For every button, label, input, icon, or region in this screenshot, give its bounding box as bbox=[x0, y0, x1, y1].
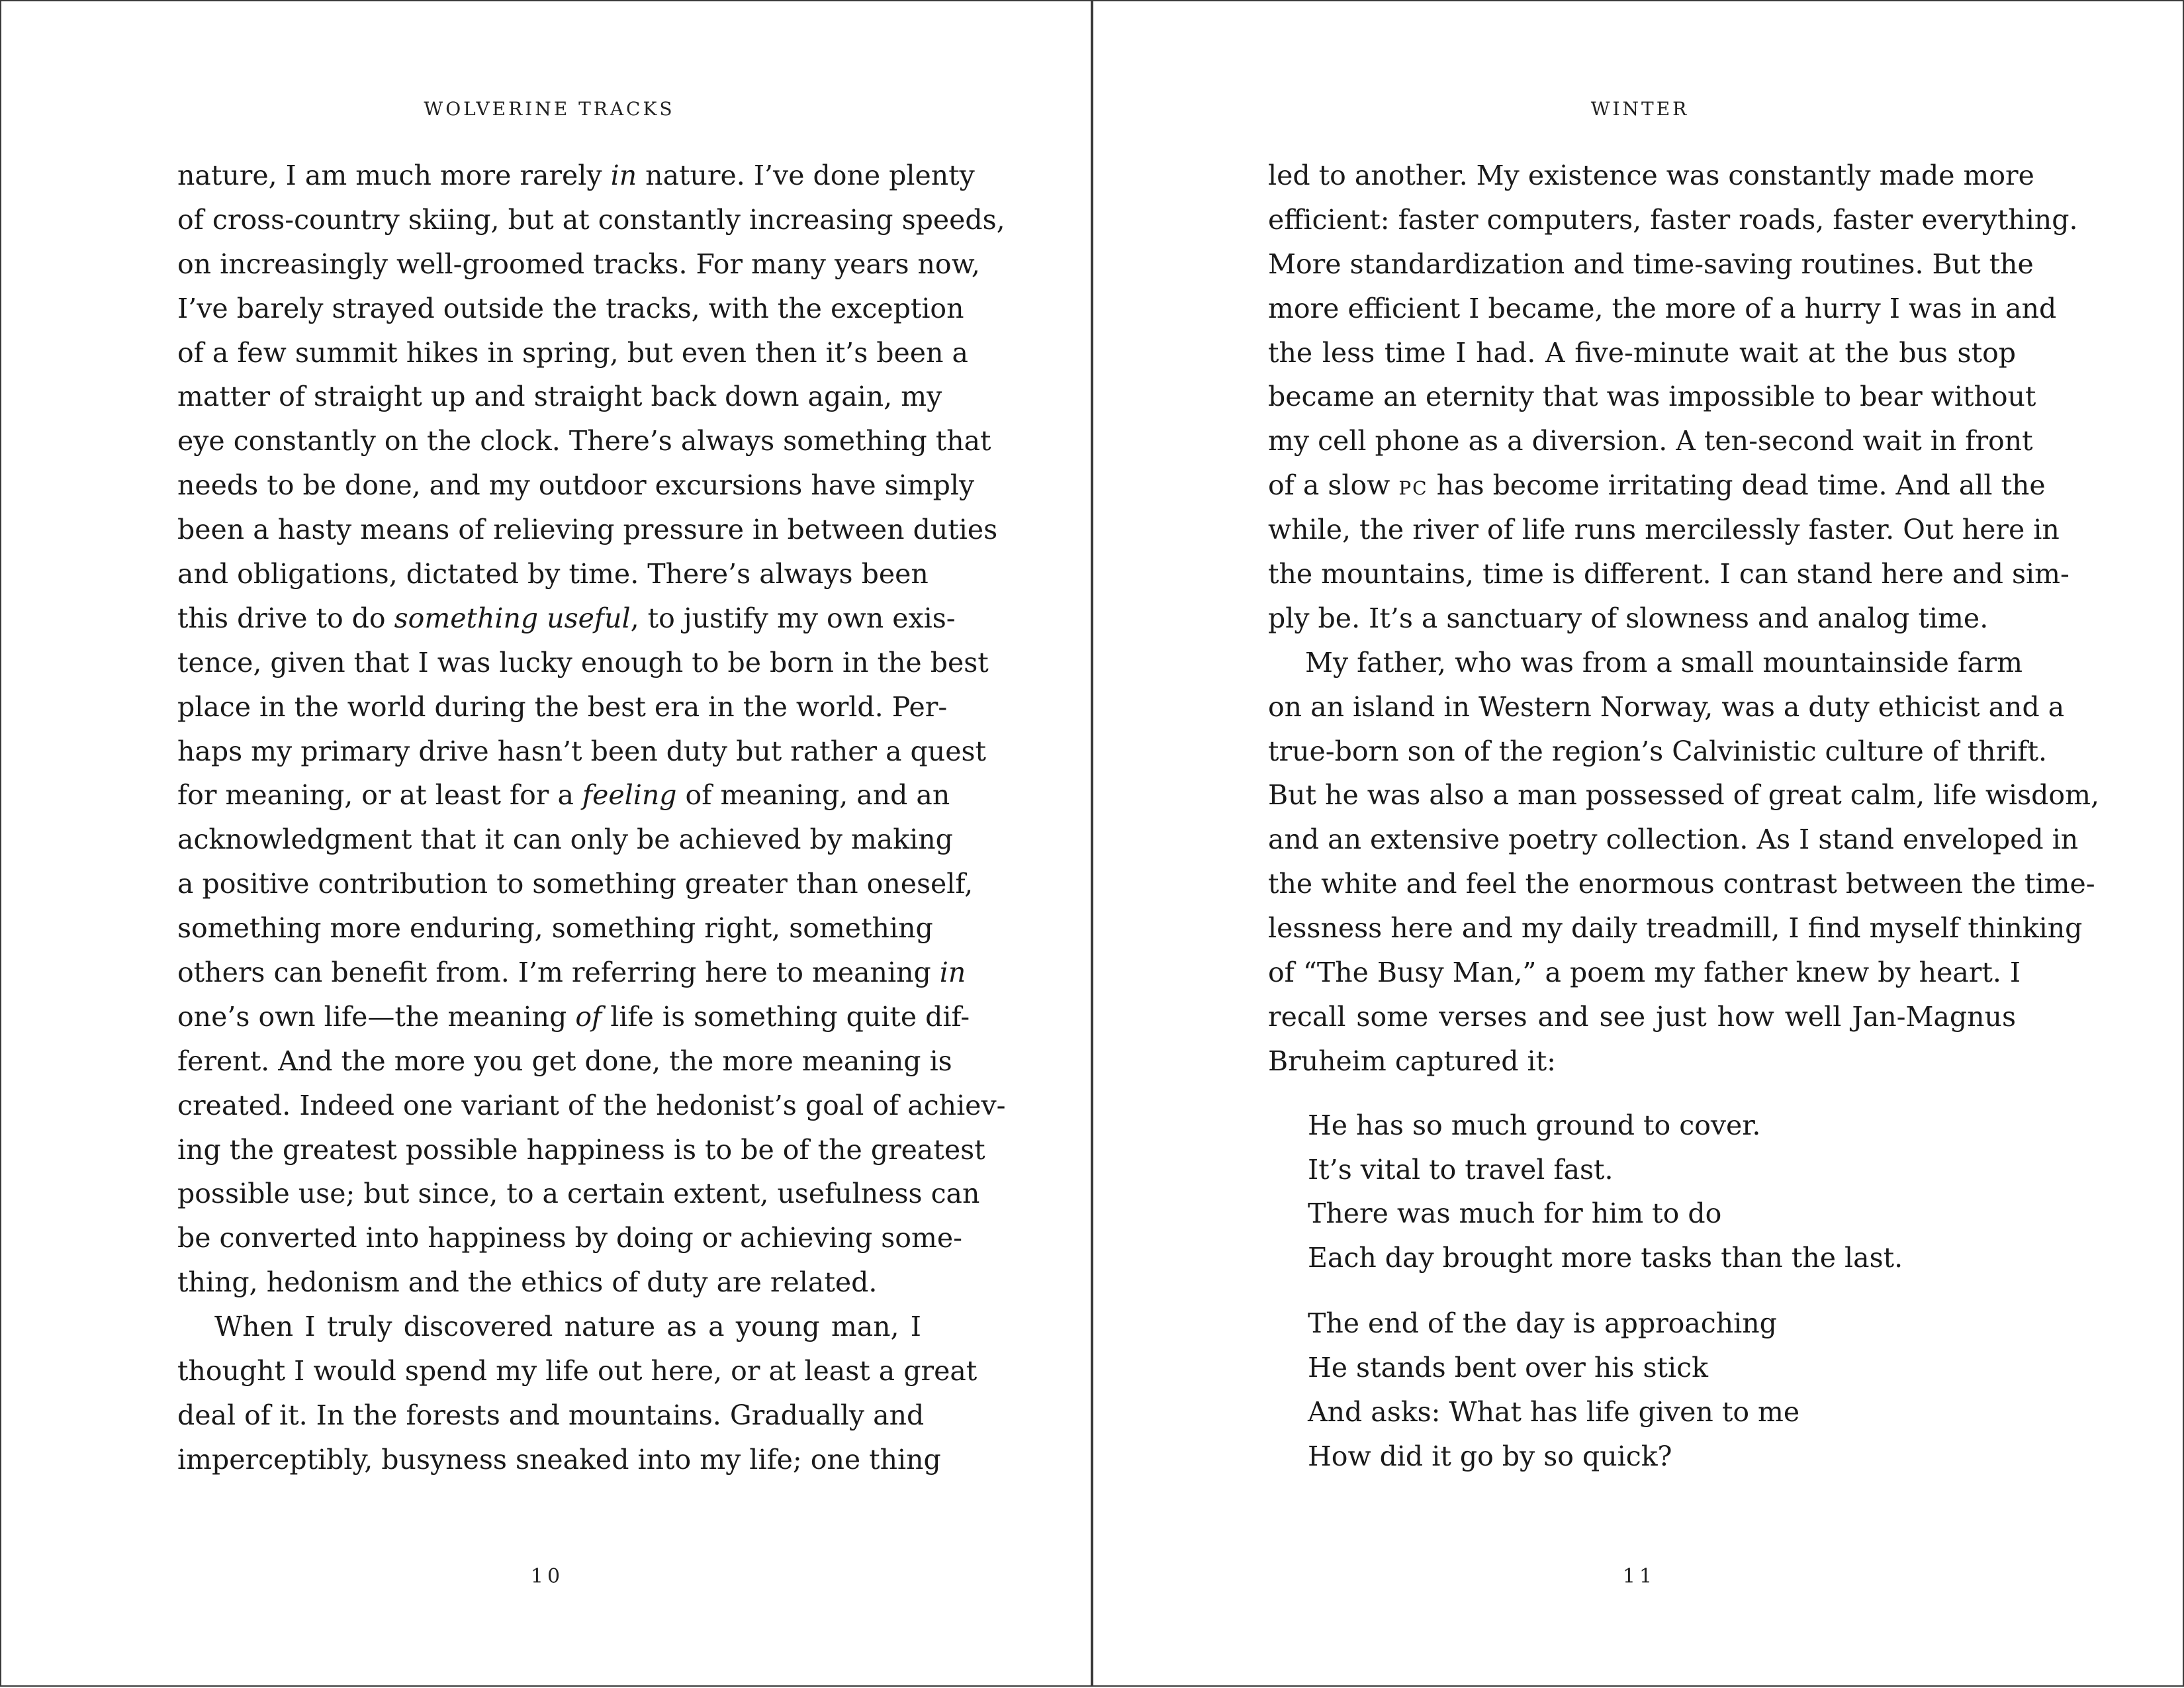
text-run: in bbox=[939, 957, 966, 989]
text-run: of a few summit hikes in spring, but even then it’s been a bbox=[177, 336, 968, 369]
text-line bbox=[1268, 287, 2057, 331]
right-body-text bbox=[1268, 154, 2100, 1479]
text-run: More standardization and time-saving routines. But the bbox=[1268, 248, 2034, 280]
text-run: created. Indeed one variant of the hedonist’s goal of achiev- bbox=[177, 1089, 1006, 1121]
text-line bbox=[177, 508, 998, 552]
text-run: has become irritating dead time. And all the bbox=[1428, 469, 2046, 502]
text-line bbox=[177, 773, 950, 818]
text-line bbox=[177, 1039, 952, 1084]
text-run: something useful bbox=[394, 602, 631, 634]
text-run: the less time I had. A five-minute wait at the bus stop bbox=[1268, 336, 2016, 369]
page-number-left: 10 bbox=[530, 1565, 565, 1588]
text-run: true-born son of the region’s Calvinistic culture of thrift. bbox=[1268, 735, 2047, 767]
text-line bbox=[1268, 154, 2034, 198]
text-line bbox=[1268, 463, 2046, 508]
text-line bbox=[177, 995, 970, 1039]
text-line bbox=[1268, 419, 2033, 463]
text-line bbox=[177, 552, 929, 596]
text-run: be converted into happiness by doing or achieving some- bbox=[177, 1222, 962, 1254]
text-run: in bbox=[610, 160, 637, 191]
text-run: nature. I’ve done plenty bbox=[637, 160, 975, 191]
text-run: My father, who was from a small mountainside farm bbox=[1305, 646, 2023, 679]
text-line bbox=[177, 1084, 1006, 1128]
text-run: for meaning, or at least for a bbox=[177, 779, 582, 812]
text-run: haps my primary drive hasn’t been duty but rather a quest bbox=[177, 735, 986, 767]
text-run: Bruheim captured it: bbox=[1268, 1045, 1556, 1077]
text-line bbox=[177, 818, 953, 862]
text-line bbox=[177, 1216, 962, 1260]
text-line bbox=[177, 1172, 980, 1216]
text-line bbox=[1268, 198, 2078, 242]
text-line bbox=[1268, 331, 2016, 375]
text-run: needs to be done, and my outdoor excursions have simply bbox=[177, 469, 975, 502]
poem-line: It’s vital to travel fast. bbox=[1308, 1153, 1614, 1186]
text-run: while, the river of life runs mercilessly faster. Out here in bbox=[1268, 514, 2060, 546]
text-run: something more enduring, something right, something bbox=[177, 912, 933, 945]
text-line bbox=[177, 1349, 978, 1393]
left-page bbox=[0, 0, 1092, 1687]
text-line bbox=[177, 331, 968, 375]
text-run: , to justify my own exis- bbox=[630, 602, 956, 634]
text-run: life is something quite dif- bbox=[602, 1000, 970, 1033]
text-run: more efficient I became, the more of a hurry I was in and bbox=[1268, 292, 2057, 324]
poem bbox=[1268, 1103, 2016, 1479]
text-run: of “The Busy Man,” a poem my father knew by heart. I bbox=[1268, 957, 2021, 989]
text-run: I’ve barely strayed outside the tracks, with the exception bbox=[177, 292, 964, 324]
text-line bbox=[177, 154, 975, 198]
text-run: But he was also a man possessed of great calm, life wisdom, bbox=[1268, 779, 2100, 812]
text-line bbox=[1268, 862, 2095, 906]
text-line bbox=[1268, 242, 2034, 287]
text-line bbox=[1268, 729, 2047, 774]
text-run: tence, given that I was lucky enough to be born in the best bbox=[177, 646, 989, 679]
text-line bbox=[177, 419, 991, 463]
text-run: became an eternity that was impossible to bear without bbox=[1268, 381, 2036, 413]
text-line bbox=[1268, 773, 2100, 818]
text-line bbox=[1268, 951, 2021, 995]
text-run: ing the greatest possible happiness is to be of the greatest bbox=[177, 1133, 985, 1166]
text-line bbox=[177, 1393, 925, 1438]
text-line bbox=[177, 862, 974, 906]
text-run: of a slow bbox=[1268, 469, 1399, 502]
poem-line: How did it go by so quick? bbox=[1308, 1440, 1672, 1472]
text-run: possible use; but since, to a certain extent, usefulness can bbox=[177, 1178, 980, 1210]
poem-stanza bbox=[1308, 1301, 2016, 1479]
text-run: of bbox=[575, 1000, 602, 1033]
text-run: my cell phone as a diversion. A ten-second wait in front bbox=[1268, 425, 2033, 457]
poem-line: He has so much ground to cover. bbox=[1308, 1109, 1761, 1141]
text-line bbox=[1268, 995, 2016, 1039]
running-head-left: WOLVERINE TRACKS bbox=[424, 98, 675, 120]
text-line bbox=[177, 685, 948, 729]
poem-line: He stands bent over his stick bbox=[1308, 1352, 1708, 1384]
text-run: nature, I am much more rarely bbox=[177, 160, 611, 191]
text-run: ply be. It’s a sanctuary of slowness and analog time. bbox=[1268, 602, 1989, 634]
page-number-right: 11 bbox=[1622, 1565, 1657, 1588]
text-run: matter of straight up and straight back down again, my bbox=[177, 381, 942, 413]
text-run: PC bbox=[1398, 477, 1428, 500]
text-run: this drive to do bbox=[177, 602, 394, 634]
text-line bbox=[177, 729, 986, 774]
poem-line: There was much for him to do bbox=[1308, 1197, 1722, 1230]
text-run: eye constantly on the clock. There’s always something that bbox=[177, 425, 991, 457]
text-run: a positive contribution to something greater than oneself, bbox=[177, 868, 974, 900]
text-line bbox=[1268, 552, 2070, 596]
text-run: and an extensive poetry collection. As I stand enveloped in bbox=[1268, 823, 2079, 856]
text-line bbox=[177, 375, 942, 419]
text-line bbox=[177, 1128, 985, 1172]
text-run: deal of it. In the forests and mountains. Gradually and bbox=[177, 1399, 925, 1431]
text-line bbox=[177, 1438, 941, 1482]
text-run: When I truly discovered nature as a young man, I bbox=[214, 1311, 921, 1343]
text-run: of meaning, and an bbox=[676, 779, 950, 812]
text-line bbox=[1268, 906, 2083, 951]
text-run: imperceptibly, busyness sneaked into my life; one thing bbox=[177, 1443, 941, 1476]
text-run: and obligations, dictated by time. There’s always been bbox=[177, 558, 929, 590]
text-run: the mountains, time is different. I can stand here and sim- bbox=[1268, 558, 2070, 590]
text-run: ferent. And the more you get done, the more meaning is bbox=[177, 1045, 952, 1077]
text-run: of cross-country skiing, but at constantly increasing speeds, bbox=[177, 203, 1005, 236]
text-run: feeling bbox=[582, 779, 677, 812]
text-run: one’s own life—the meaning bbox=[177, 1000, 576, 1033]
text-line bbox=[1268, 596, 2016, 641]
text-line bbox=[1268, 375, 2036, 419]
text-run: on an island in Western Norway, was a duty ethicist and a bbox=[1268, 690, 2065, 723]
poem-line: Each day brought more tasks than the last. bbox=[1308, 1242, 1903, 1274]
text-run: others can benefit from. I’m referring here to meaning bbox=[177, 957, 940, 989]
text-line bbox=[177, 198, 1005, 242]
text-line bbox=[177, 1305, 921, 1349]
text-run: efficient: faster computers, faster roads, faster everything. bbox=[1268, 203, 2078, 236]
text-line bbox=[177, 463, 975, 508]
poem-line: The end of the day is approaching bbox=[1308, 1307, 1777, 1340]
text-run: place in the world during the best era in the world. Per- bbox=[177, 690, 948, 723]
text-line bbox=[177, 287, 964, 331]
text-run: lessness here and my daily treadmill, I find myself thinking bbox=[1268, 912, 2083, 945]
text-run: the white and feel the enormous contrast between the time- bbox=[1268, 868, 2095, 900]
right-prose bbox=[1268, 154, 2100, 1084]
text-line bbox=[177, 951, 966, 995]
text-line bbox=[1268, 641, 2023, 685]
text-line bbox=[177, 641, 989, 685]
poem-stanza bbox=[1308, 1103, 2016, 1281]
text-run: thing, hedonism and the ethics of duty are related. bbox=[177, 1266, 878, 1299]
text-line bbox=[1268, 508, 2060, 552]
text-line bbox=[177, 906, 933, 951]
text-run: recall some verses and see just how well Jan-Magnus bbox=[1268, 1000, 2016, 1033]
text-line bbox=[1268, 818, 2079, 862]
text-line bbox=[177, 242, 980, 287]
text-run: acknowledgment that it can only be achieved by making bbox=[177, 823, 953, 856]
text-line bbox=[1268, 1039, 2016, 1084]
text-run: on increasingly well-groomed tracks. For many years now, bbox=[177, 248, 980, 280]
text-run: thought I would spend my life out here, or at least a great bbox=[177, 1355, 978, 1387]
text-line bbox=[177, 596, 956, 641]
text-line bbox=[1268, 685, 2065, 729]
text-run: led to another. My existence was constantly made more bbox=[1268, 160, 2034, 191]
poem-line: And asks: What has life given to me bbox=[1308, 1396, 1800, 1429]
running-head-right: WINTER bbox=[1590, 98, 1690, 120]
text-line bbox=[177, 1260, 921, 1305]
right-page bbox=[1092, 0, 2184, 1687]
left-body-text bbox=[177, 154, 1006, 1482]
text-run: been a hasty means of relieving pressure in between duties bbox=[177, 514, 998, 546]
